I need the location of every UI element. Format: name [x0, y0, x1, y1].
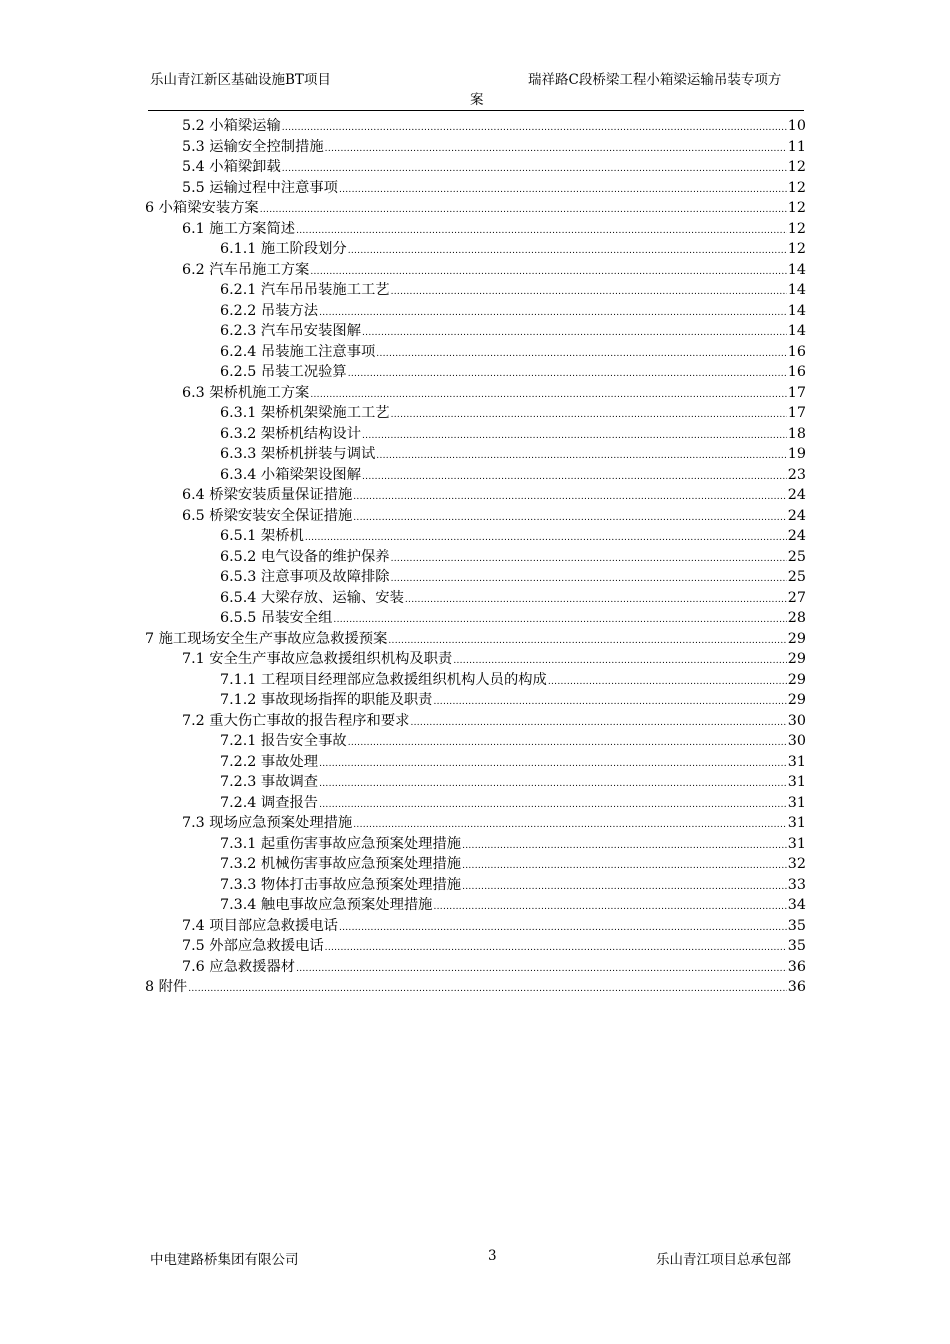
toc-entry-title: 6.3 架桥机施工方案 — [182, 384, 310, 401]
toc-entry-page: 25 — [787, 569, 806, 585]
toc-entry[interactable] — [145, 977, 806, 997]
toc-dot-leader — [319, 774, 787, 794]
toc-entry[interactable] — [145, 629, 806, 649]
toc-entry-page: 14 — [787, 302, 806, 319]
toc-entry-page: 14 — [787, 323, 806, 339]
footer-page-number: 3 — [488, 1248, 497, 1264]
toc-entry-title: 6.4 桥梁安装质量保证措施 — [182, 487, 353, 503]
toc-dot-leader — [296, 959, 787, 979]
toc-dot-leader — [376, 446, 787, 466]
toc-entry-page: 19 — [787, 446, 806, 462]
toc-dot-leader — [348, 733, 787, 753]
toc-entry-page: 29 — [787, 651, 806, 667]
toc-entry-page: 14 — [787, 261, 806, 278]
toc-entry-page: 32 — [787, 856, 806, 872]
toc-entry[interactable] — [220, 444, 806, 464]
toc-entry-title: 7.3.4 触电事故应急预案处理措施 — [220, 897, 433, 913]
toc-entry-page: 31 — [787, 774, 806, 790]
toc-entry-page: 30 — [787, 712, 806, 729]
toc-entry[interactable] — [220, 342, 806, 362]
toc-dot-leader — [260, 200, 787, 220]
toc-dot-leader — [348, 241, 787, 261]
toc-entry-title: 6.5.1 架桥机 — [220, 528, 304, 544]
toc-entry[interactable] — [182, 916, 806, 936]
toc-entry-title: 6.2 汽车吊施工方案 — [182, 261, 310, 278]
toc-entry[interactable] — [220, 547, 806, 567]
toc-entry-page: 17 — [787, 405, 806, 421]
toc-entry-title: 7.2 重大伤亡事故的报告程序和要求 — [182, 712, 410, 729]
toc-entry[interactable] — [220, 895, 806, 915]
toc-entry-title: 7.2.4 调查报告 — [220, 794, 319, 811]
toc-entry-title: 7.1.2 事故现场指挥的职能及职责 — [220, 692, 433, 708]
header-document-title-wrap: 案 — [470, 92, 484, 108]
toc-entry-page: 30 — [787, 733, 806, 749]
toc-dot-leader — [348, 364, 787, 384]
toc-entry[interactable] — [182, 936, 806, 956]
toc-entry[interactable] — [220, 752, 806, 772]
toc-entry-title: 7.4 项目部应急救援电话 — [182, 917, 338, 934]
toc-dot-leader — [339, 180, 787, 200]
toc-dot-leader — [353, 815, 787, 835]
toc-entry-page: 12 — [787, 200, 806, 216]
toc-dot-leader — [282, 159, 787, 179]
toc-entry-title: 6.5 桥梁安装安全保证措施 — [182, 507, 353, 524]
toc-entry-page: 25 — [787, 548, 806, 565]
toc-entry-title: 6.3.4 小箱梁架设图解 — [220, 466, 361, 483]
toc-dot-leader — [319, 795, 787, 815]
toc-entry-page: 31 — [787, 835, 806, 852]
toc-entry[interactable] — [182, 260, 806, 280]
toc-dot-leader — [405, 590, 787, 610]
toc-entry-title: 5.4 小箱梁卸载 — [182, 159, 281, 175]
toc-entry[interactable] — [220, 875, 806, 895]
toc-entry-page: 18 — [787, 425, 806, 442]
toc-dot-leader — [376, 344, 787, 364]
toc-dot-leader — [310, 262, 786, 282]
toc-entry-title: 6.5.4 大梁存放、运输、安装 — [220, 589, 404, 606]
toc-entry-title: 7.3.2 机械伤害事故应急预案处理措施 — [220, 856, 462, 872]
toc-entry-title: 6.2.4 吊装施工注意事项 — [220, 343, 376, 360]
toc-entry[interactable] — [182, 506, 806, 526]
toc-entry[interactable] — [220, 362, 806, 382]
toc-entry-title: 6.2.2 吊装方法 — [220, 302, 319, 319]
toc-entry-title: 6.3.2 架桥机结构设计 — [220, 425, 361, 442]
toc-entry[interactable] — [182, 813, 806, 833]
toc-entry[interactable] — [220, 403, 806, 423]
toc-dot-leader — [296, 221, 787, 241]
toc-entry-page: 35 — [787, 917, 806, 934]
toc-entry-title: 6.1 施工方案简述 — [182, 220, 296, 237]
toc-entry-page: 23 — [787, 466, 806, 483]
toc-entry[interactable] — [182, 157, 806, 177]
toc-dot-leader — [353, 508, 787, 528]
toc-dot-leader — [305, 528, 787, 548]
toc-entry-title: 7.6 应急救援器材 — [182, 958, 296, 975]
toc-entry[interactable] — [220, 588, 806, 608]
toc-entry-page: 16 — [787, 364, 806, 380]
toc-entry-title: 6.5.2 电气设备的维护保养 — [220, 548, 390, 565]
toc-entry-page: 12 — [787, 159, 806, 175]
toc-entry-page: 31 — [787, 815, 806, 831]
toc-dot-leader — [433, 692, 786, 712]
toc-entry[interactable] — [182, 178, 806, 198]
toc-entry-page: 28 — [787, 610, 806, 626]
toc-entry[interactable] — [220, 321, 806, 341]
toc-dot-leader — [388, 631, 786, 651]
toc-entry[interactable] — [220, 670, 806, 690]
header-document-title: 瑞祥路C段桥梁工程小箱梁运输吊装专项方 — [528, 72, 782, 88]
toc-dot-leader — [339, 918, 787, 938]
toc-entry-title: 7.2.2 事故处理 — [220, 753, 319, 770]
toc-dot-leader — [362, 323, 787, 343]
toc-dot-leader — [333, 610, 786, 630]
toc-entry-page: 31 — [787, 753, 806, 770]
toc-entry[interactable] — [145, 198, 806, 218]
toc-entry-page: 36 — [787, 958, 806, 975]
toc-entry[interactable] — [220, 834, 806, 854]
toc-entry-title: 6.3.3 架桥机拼装与调试 — [220, 446, 376, 462]
toc-entry-page: 24 — [787, 487, 806, 503]
toc-entry-page: 12 — [787, 241, 806, 257]
toc-dot-leader — [462, 836, 787, 856]
toc-dot-leader — [353, 487, 787, 507]
toc-entry[interactable] — [220, 301, 806, 321]
toc-entry-page: 34 — [787, 897, 806, 913]
toc-entry-title: 5.2 小箱梁运输 — [182, 118, 281, 134]
toc-entry-page: 35 — [787, 938, 806, 954]
toc-dot-leader — [433, 897, 786, 917]
toc-entry-title: 6.5.5 吊装安全组 — [220, 610, 333, 626]
toc-entry[interactable] — [220, 465, 806, 485]
toc-entry-page: 36 — [787, 979, 806, 995]
toc-entry-page: 17 — [787, 384, 806, 401]
toc-dot-leader — [310, 385, 786, 405]
toc-entry[interactable] — [182, 116, 806, 136]
toc-entry-title: 5.3 运输安全控制措施 — [182, 138, 324, 155]
toc-dot-leader — [391, 282, 787, 302]
toc-entry[interactable] — [182, 383, 806, 403]
toc-entry-title: 6.1.1 施工阶段划分 — [220, 241, 347, 257]
toc-entry-page: 11 — [787, 138, 806, 155]
toc-entry[interactable] — [182, 711, 806, 731]
toc-entry[interactable] — [220, 772, 806, 792]
toc-entry[interactable] — [182, 485, 806, 505]
toc-entry[interactable] — [182, 137, 806, 157]
toc-entry-page: 10 — [787, 118, 806, 134]
toc-dot-leader — [548, 672, 787, 692]
toc-entry[interactable] — [220, 731, 806, 751]
toc-entry-page: 14 — [787, 282, 806, 298]
toc-entry-page: 33 — [787, 876, 806, 893]
toc-dot-leader — [362, 467, 787, 487]
toc-dot-leader — [282, 118, 787, 138]
toc-entry-title: 6.5.3 注意事项及故障排除 — [220, 569, 390, 585]
toc-dot-leader — [391, 549, 787, 569]
toc-dot-leader — [188, 979, 787, 999]
toc-entry-page: 12 — [787, 220, 806, 237]
toc-entry-title: 6.2.3 汽车吊安装图解 — [220, 323, 361, 339]
toc-entry[interactable] — [220, 608, 806, 628]
toc-entry[interactable] — [220, 854, 806, 874]
toc-entry-title: 5.5 运输过程中注意事项 — [182, 179, 338, 196]
toc-dot-leader — [391, 569, 787, 589]
toc-entry-title: 7.3.1 起重伤害事故应急预案处理措施 — [220, 835, 462, 852]
toc-dot-leader — [319, 754, 787, 774]
toc-entry[interactable] — [182, 219, 806, 239]
toc-entry-title: 7.1 安全生产事故应急救援组织机构及职责 — [182, 651, 453, 667]
toc-entry-page: 29 — [787, 671, 806, 688]
footer-department: 乐山青江项目总承包部 — [656, 1252, 791, 1268]
toc-entry-title: 6.2.1 汽车吊吊装施工工艺 — [220, 282, 390, 298]
toc-entry-title: 7.2.3 事故调查 — [220, 774, 319, 790]
toc-entry-page: 29 — [787, 692, 806, 708]
toc-dot-leader — [362, 426, 787, 446]
toc-entry-title: 7.2.1 报告安全事故 — [220, 733, 347, 749]
toc-entry-page: 12 — [787, 179, 806, 196]
toc-entry-title: 7 施工现场安全生产事故应急救援预案 — [145, 630, 388, 647]
toc-dot-leader — [325, 938, 787, 958]
toc-entry[interactable] — [220, 793, 806, 813]
toc-dot-leader — [462, 856, 787, 876]
toc-entry[interactable] — [220, 424, 806, 444]
toc-entry-title: 6 小箱梁安装方案 — [145, 200, 259, 216]
header-project-name: 乐山青江新区基础设施BT项目 — [150, 72, 331, 88]
toc-dot-leader — [410, 713, 786, 733]
toc-entry-page: 31 — [787, 794, 806, 811]
toc-dot-leader — [319, 303, 787, 323]
toc-entry-page: 16 — [787, 343, 806, 360]
toc-entry-title: 7.3.3 物体打击事故应急预案处理措施 — [220, 876, 462, 893]
toc-entry-page: 27 — [787, 589, 806, 606]
toc-entry-title: 6.2.5 吊装工况验算 — [220, 364, 347, 380]
toc-entry-title: 7.1.1 工程项目经理部应急救援组织机构人员的构成 — [220, 671, 547, 688]
toc-entry[interactable] — [182, 957, 806, 977]
toc-entry-page: 24 — [787, 528, 806, 544]
toc-entry-title: 6.3.1 架桥机架梁施工工艺 — [220, 405, 390, 421]
toc-dot-leader — [453, 651, 786, 671]
toc-entry[interactable] — [220, 526, 806, 546]
header-rule — [148, 110, 804, 111]
toc-dot-leader — [325, 139, 787, 159]
toc-entry[interactable] — [220, 690, 806, 710]
toc-dot-leader — [462, 877, 787, 897]
toc-entry[interactable] — [220, 567, 806, 587]
toc-entry-page: 24 — [787, 507, 806, 524]
toc-entry[interactable] — [182, 649, 806, 669]
footer-company: 中电建路桥集团有限公司 — [150, 1252, 299, 1268]
toc-entry-page: 29 — [787, 630, 806, 647]
toc-dot-leader — [391, 405, 787, 425]
toc-entry-title: 7.5 外部应急救援电话 — [182, 938, 324, 954]
toc-entry-title: 7.3 现场应急预案处理措施 — [182, 815, 353, 831]
toc-entry[interactable] — [220, 280, 806, 300]
toc-entry-title: 8 附件 — [145, 979, 188, 995]
toc-entry[interactable] — [220, 239, 806, 259]
